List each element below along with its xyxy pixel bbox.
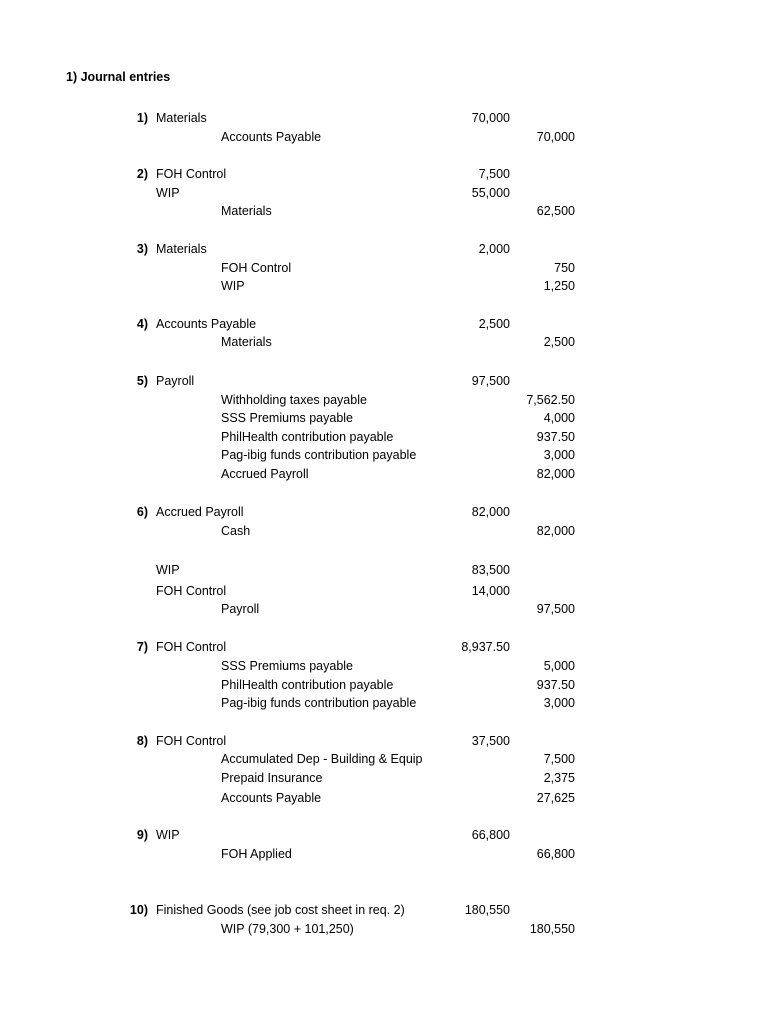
- debit-account: FOH Control: [156, 640, 227, 654]
- credit-account: Materials: [221, 335, 272, 349]
- credit-amount: 2,500: [543, 335, 575, 349]
- credit-amount: 180,550: [529, 922, 575, 936]
- journal-line: [0, 561, 768, 579]
- credit-amount: 7,500: [543, 752, 575, 766]
- credit-account: Accounts Payable: [221, 130, 322, 144]
- debit-amount: 66,800: [471, 828, 510, 842]
- credit-amount: 66,800: [536, 847, 575, 861]
- credit-account: Prepaid Insurance: [221, 771, 323, 785]
- journal-line: [0, 769, 768, 787]
- credit-account: Withholding taxes payable: [221, 393, 367, 407]
- journal-line: [0, 582, 768, 600]
- entry-number: 2): [136, 167, 148, 181]
- credit-account: SSS Premiums payable: [221, 659, 354, 673]
- credit-amount: 70,000: [536, 130, 575, 144]
- journal-line: [0, 694, 768, 712]
- entry-number: 10): [129, 903, 148, 917]
- credit-amount: 3,000: [543, 696, 575, 710]
- debit-account: WIP: [156, 828, 180, 842]
- credit-account: PhilHealth contribution payable: [221, 430, 394, 444]
- credit-amount: 750: [554, 261, 575, 275]
- debit-amount: 2,500: [478, 317, 510, 331]
- credit-account: Pag-ibig funds contribution payable: [221, 696, 417, 710]
- debit-account: Materials: [156, 111, 207, 125]
- journal-line: [0, 372, 768, 390]
- credit-amount: 2,375: [543, 771, 575, 785]
- journal-line: [0, 333, 768, 351]
- credit-account: Accrued Payroll: [221, 467, 309, 481]
- journal-line: [0, 315, 768, 333]
- debit-amount: 2,000: [478, 242, 510, 256]
- journal-line: [0, 109, 768, 127]
- debit-amount: 83,500: [471, 563, 510, 577]
- journal-line: [0, 826, 768, 844]
- journal-line: [0, 391, 768, 409]
- journal-line: [0, 128, 768, 146]
- debit-amount: 180,550: [464, 903, 510, 917]
- credit-amount: 937.50: [536, 430, 575, 444]
- journal-line: [0, 409, 768, 427]
- journal-line: [0, 920, 768, 938]
- credit-account: WIP (79,300 + 101,250): [221, 922, 354, 936]
- debit-account: Accrued Payroll: [156, 505, 244, 519]
- debit-amount: 82,000: [471, 505, 510, 519]
- journal-line: [0, 845, 768, 863]
- credit-amount: 5,000: [543, 659, 575, 673]
- journal-line: [0, 446, 768, 464]
- entry-number: 3): [136, 242, 148, 256]
- journal-line: [0, 165, 768, 183]
- entry-number: 9): [136, 828, 148, 842]
- journal-line: [0, 901, 768, 919]
- journal-line: [0, 277, 768, 295]
- section-heading: 1) Journal entries: [66, 70, 171, 84]
- credit-account: Accumulated Dep - Building & Equip: [221, 752, 423, 766]
- debit-amount: 37,500: [471, 734, 510, 748]
- credit-amount: 27,625: [536, 791, 575, 805]
- credit-amount: 7,562.50: [526, 393, 575, 407]
- entry-number: 4): [136, 317, 148, 331]
- credit-account: Payroll: [221, 602, 260, 616]
- journal-line: [0, 259, 768, 277]
- journal-line: [0, 676, 768, 694]
- credit-account: Pag-ibig funds contribution payable: [221, 448, 417, 462]
- debit-amount: 7,500: [478, 167, 510, 181]
- debit-amount: 55,000: [471, 186, 510, 200]
- debit-account: Materials: [156, 242, 207, 256]
- journal-line: [0, 428, 768, 446]
- credit-amount: 82,000: [536, 524, 575, 538]
- credit-amount: 62,500: [536, 204, 575, 218]
- credit-amount: 82,000: [536, 467, 575, 481]
- journal-line: [0, 750, 768, 768]
- entry-number: 5): [136, 374, 148, 388]
- journal-line: [0, 732, 768, 750]
- entry-number: 1): [136, 111, 148, 125]
- credit-amount: 1,250: [543, 279, 575, 293]
- credit-account: SSS Premiums payable: [221, 411, 354, 425]
- journal-line: [0, 789, 768, 807]
- credit-account: PhilHealth contribution payable: [221, 678, 394, 692]
- debit-amount: 70,000: [471, 111, 510, 125]
- journal-line: [0, 600, 768, 618]
- journal-line: [0, 522, 768, 540]
- credit-amount: 97,500: [536, 602, 575, 616]
- credit-account: Accounts Payable: [221, 791, 322, 805]
- credit-account: Materials: [221, 204, 272, 218]
- credit-account: Cash: [221, 524, 251, 538]
- credit-amount: 3,000: [543, 448, 575, 462]
- debit-account: FOH Control: [156, 584, 227, 598]
- entry-number: 8): [136, 734, 148, 748]
- debit-account: WIP: [156, 186, 180, 200]
- journal-line: [0, 240, 768, 258]
- credit-amount: 937.50: [536, 678, 575, 692]
- journal-line: [0, 465, 768, 483]
- debit-account: Finished Goods (see job cost sheet in req. 2): [156, 903, 405, 917]
- journal-line: [0, 202, 768, 220]
- journal-line: [0, 657, 768, 675]
- credit-amount: 4,000: [543, 411, 575, 425]
- journal-line: [0, 503, 768, 521]
- debit-account: FOH Control: [156, 167, 227, 181]
- credit-account: FOH Applied: [221, 847, 292, 861]
- debit-account: Accounts Payable: [156, 317, 257, 331]
- credit-account: WIP: [221, 279, 245, 293]
- debit-amount: 97,500: [471, 374, 510, 388]
- journal-line: [0, 184, 768, 202]
- journal-line: [0, 638, 768, 656]
- debit-account: WIP: [156, 563, 180, 577]
- entry-number: 7): [136, 640, 148, 654]
- debit-account: FOH Control: [156, 734, 227, 748]
- debit-account: Payroll: [156, 374, 195, 388]
- debit-amount: 8,937.50: [461, 640, 510, 654]
- debit-amount: 14,000: [471, 584, 510, 598]
- entry-number: 6): [136, 505, 148, 519]
- credit-account: FOH Control: [221, 261, 292, 275]
